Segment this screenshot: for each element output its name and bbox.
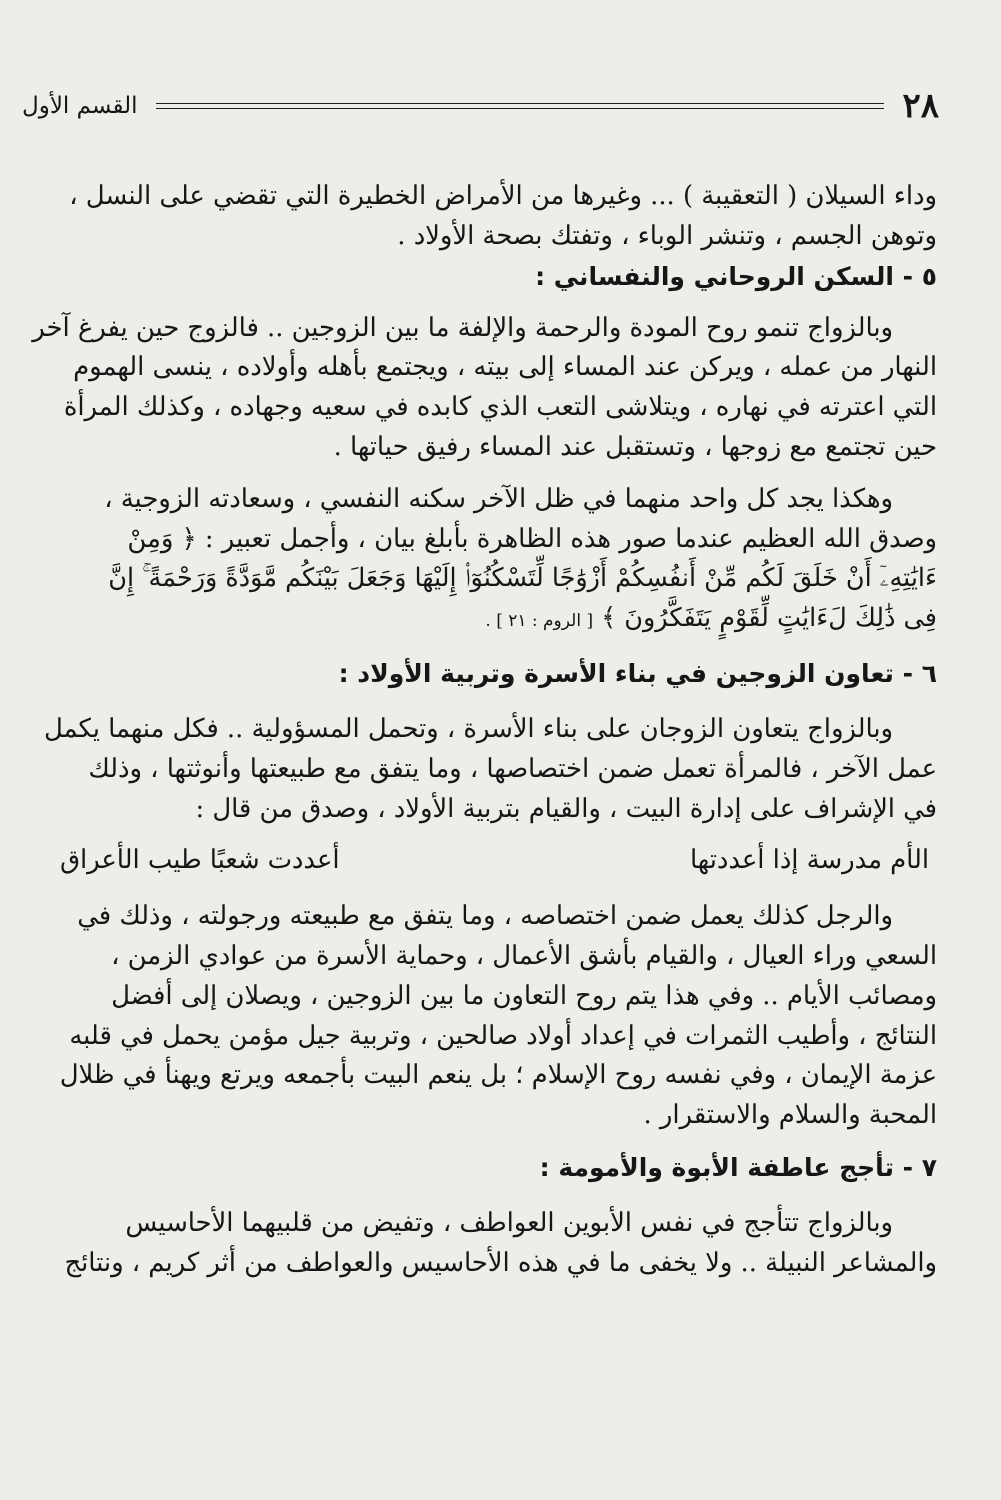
- poem-verse: [52, 841, 937, 881]
- text-line: ومصائب الأيام .. وفي هذا يتم روح التعاون ما بين الزوجين ، ويصلان إلى أفضل: [111, 980, 937, 1011]
- heading-5: ٥ - السكن الروحاني والنفساني :: [535, 261, 937, 291]
- text-line: وبالزواج تنمو روح المودة والرحمة والإلفة ما بين الزوجين .. فالزوج حين يفرغ آخر: [32, 312, 893, 343]
- poem-first-hemistich: الأم مدرسة إذا أعددتها: [689, 845, 929, 876]
- running-header: [22, 86, 939, 126]
- header-rule: [156, 103, 885, 109]
- text-line: النتائج ، وأطيب الثمرات في إعداد أولاد صالحين ، وتربية جيل مؤمن يحمل في قلبه: [69, 1020, 937, 1051]
- text-line: حين تجتمع مع زوجها ، وتستقبل عند المساء رفيق حياتها .: [333, 431, 937, 462]
- page-number: ٢٨: [902, 86, 939, 126]
- text-line: وتوهن الجسم ، وتنشر الوباء ، وتفتك بصحة الأولاد .: [397, 220, 937, 251]
- text-line: وبالزواج يتعاون الزوجان على بناء الأسرة ، وتحمل المسؤولية .. فكل منهما يكمل: [44, 713, 893, 744]
- text-line: وصدق الله العظيم عندما صور هذه الظاهرة بأبلغ بيان ، وأجمل تعبير : ﴿ وَمِنْ: [127, 523, 937, 554]
- text-line: في الإشراف على إدارة البيت ، والقيام بتربية الأولاد ، وصدق من قال :: [195, 793, 937, 824]
- text-line: السعي وراء العيال ، والقيام بأشق الأعمال ، وحماية الأسرة من عوادي الزمن ،: [111, 940, 937, 971]
- text-line: المحبة والسلام والاستقرار .: [643, 1100, 937, 1131]
- paragraph-6: [52, 1204, 937, 1284]
- text-line: عمل الآخر ، فالمرأة تعمل ضمن اختصاصها ، وما يتفق مع طبيعتها وأنوثتها ، وذلك: [88, 753, 937, 784]
- section-title: القسم الأول: [22, 93, 138, 119]
- text-line: وهكذا يجد كل واحد منهما في ظل الآخر سكنه النفسي ، وسعادته الزوجية ،: [104, 483, 893, 514]
- poem-second-hemistich: أعددت شعبًا طيب الأعراق: [60, 845, 340, 876]
- text-line: والرجل كذلك يعمل ضمن اختصاصه ، وما يتفق مع طبيعته ورجولته ، وذلك في: [77, 901, 893, 932]
- paragraph-2: [32, 309, 937, 468]
- text-line: والمشاعر النبيلة .. ولا يخفى ما في هذه الأحاسيس والعواطف من أثر كريم ، ونتائج: [64, 1247, 937, 1278]
- quran-verse-line: ءَايَٰتِهِۦٓ أَنْ خَلَقَ لَكُم مِّنْ أَنفُسِكُمْ أَزْوَٰجًا لِّتَسْكُنُوٓا۟ إِلَيْهَا وَجَعَلَ بَيْنَكُم مَّوَدَّةً وَرَحْمَةً ۚ إِنَّ: [108, 563, 937, 594]
- paragraph-1: [52, 177, 937, 257]
- paragraph-3: [52, 480, 937, 642]
- text-line: وداء السيلان ( التعقيبة ) ... وغيرها من الأمراض الخطيرة التي تقضي على النسل ،: [69, 181, 937, 211]
- text-line: عزمة الإيمان ، وفي نفسه روح الإسلام ؛ بل ينعم البيت بأجمعه ويرتع ويهنأ في ظلال: [59, 1060, 937, 1091]
- text-line: التي اعترته في نهاره ، ويتلاشى التعب الذي كابده في سعيه وجهاده ، وكذلك المرأة: [63, 392, 937, 423]
- paragraph-5: [52, 897, 937, 1136]
- quran-verse-line: [52, 599, 937, 642]
- heading-7: ٧ - تأجج عاطفة الأبوة والأمومة :: [539, 1152, 937, 1182]
- verse-reference: [ الروم : ٢١ ] .: [485, 611, 594, 632]
- heading-6: ٦ - تعاون الزوجين في بناء الأسرة وتربية الأولاد :: [338, 658, 937, 688]
- quran-verse-end: فِى ذَٰلِكَ لَءَايَٰتٍ لِّقَوْمٍ يَتَفَكَّرُونَ ﴾: [601, 603, 937, 634]
- paragraph-4: [44, 710, 937, 829]
- text-line: النهار من عمله ، ويركن عند المساء إلى بيته ، ويجتمع بأهله وأولاده ، ينسى الهموم: [73, 352, 937, 383]
- page-body: [32, 177, 937, 1284]
- text-line: وبالزواج تتأجج في نفس الأبوين العواطف ، وتفيض من قلبيهما الأحاسيس: [125, 1207, 893, 1238]
